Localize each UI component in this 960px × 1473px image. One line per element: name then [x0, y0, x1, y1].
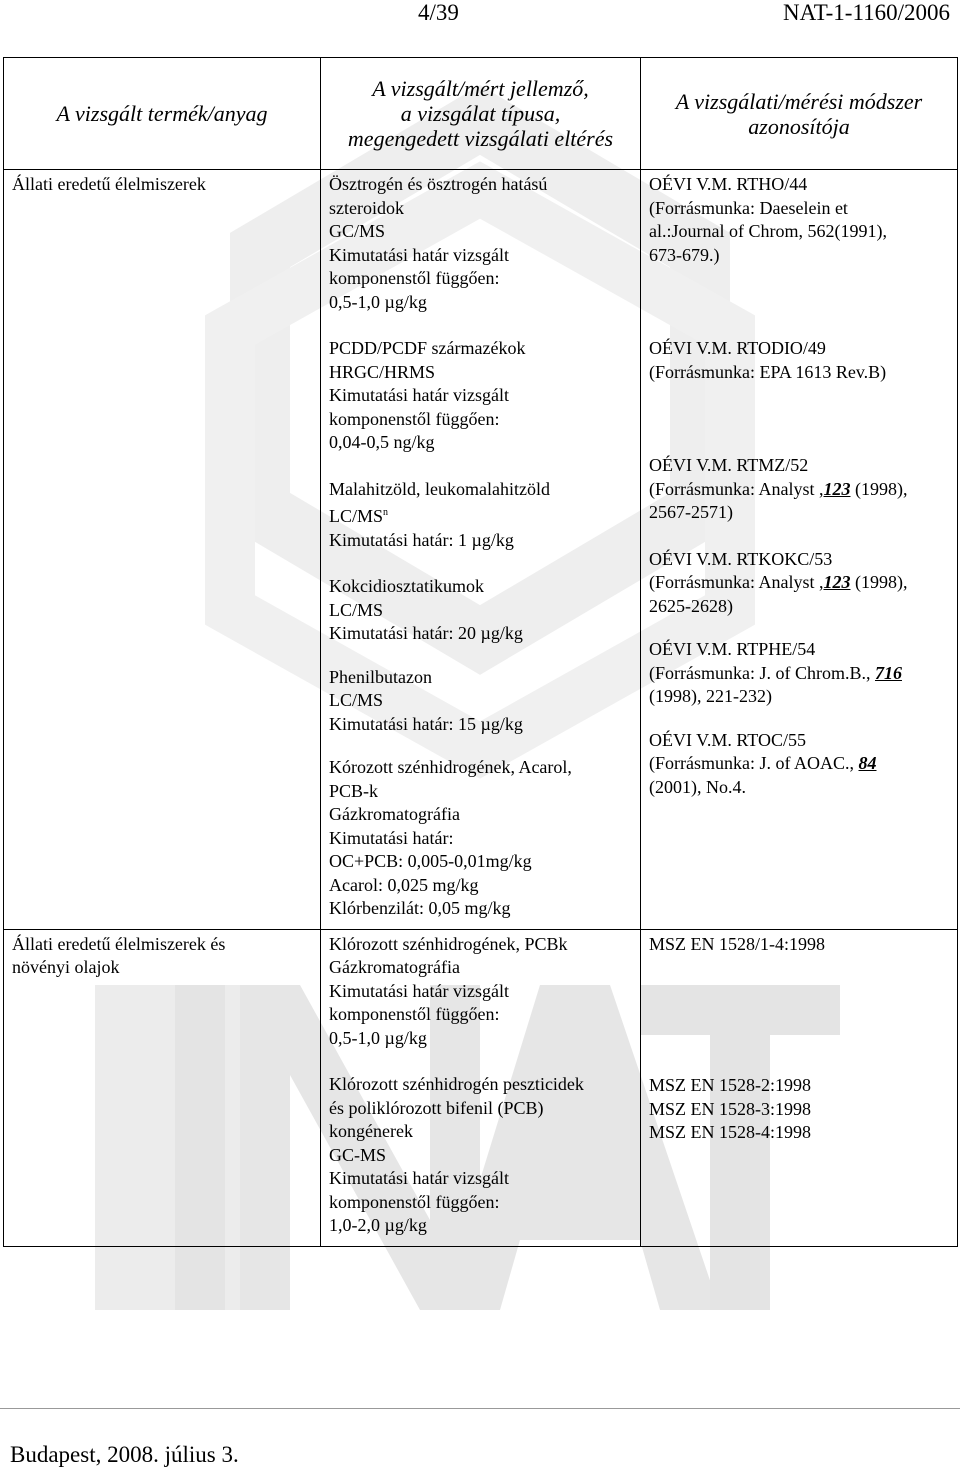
method-block: OÉVI V.M. RTMZ/52 (Forrásmunka: Analyst ,123 (1998), 2567-2571) [649, 455, 908, 522]
characteristic-cell [321, 170, 641, 930]
page-header [0, 0, 960, 28]
method-block: OÉVI V.M. RTHO/44 (Forrásmunka: Daeselein et al.:Journal of Chrom, 562(1991), 673-679.) [649, 174, 887, 265]
method-block: MSZ EN 1528-2:1998 MSZ EN 1528-3:1998 MSZ EN 1528-4:1998 [649, 1075, 811, 1142]
method-block: OÉVI V.M. RTODIO/49 (Forrásmunka: EPA 1613 Rev.B) [649, 338, 887, 382]
document-id: NAT-1-1160/2006 [783, 0, 950, 25]
characteristic-block: Klórozott szénhidrogének, PCBk Gázkromatográfia Kimutatási határ vizsgált komponenstől függően: 0,5-1,0 µg/kg [329, 933, 568, 1048]
footer-divider [0, 1408, 960, 1409]
method-cell [641, 929, 958, 1246]
product-name: növényi olajok [12, 957, 120, 977]
characteristic-block: Phenilbutazon LC/MS Kimutatási határ: 15 µg/kg [329, 666, 523, 734]
col-header-characteristic: A vizsgált/mért jellemző, a vizsgálat típusa, megengedett vizsgálati eltérés [321, 58, 641, 170]
characteristic-block: Kórozott szénhidrogének, Acarol, PCB-k Gázkromatográfia Kimutatási határ: OC+PCB: 0,005-0,01mg/kg Acarol: 0,025 mg/kg Klórbenzilát: 0,05 mg/kg [329, 757, 572, 918]
method-cell [641, 170, 958, 930]
accreditation-table [3, 57, 958, 1247]
col-header-method: A vizsgálati/mérési módszer azonosítója [641, 58, 958, 170]
characteristic-block: Ösztrogén és ösztrogén hatású szteroidok GC/MS Kimutatási határ vizsgált komponenstől függően: 0,5-1,0 µg/kg [329, 174, 548, 312]
product-name: Állati eredetű élelmiszerek [12, 174, 206, 194]
method-block: MSZ EN 1528/1-4:1998 [649, 933, 826, 954]
product-cell [4, 170, 321, 930]
col-header-product: A vizsgált termék/anyag [4, 58, 321, 170]
characteristic-block: Klórozott szénhidrogén peszticidek és poliklórozott bifenil (PCB) kongénerek GC-MS Kimutatási határ vizsgált komponenstől függően: 1,0-2,0 µg/kg [329, 1074, 584, 1235]
method-block: OÉVI V.M. RTKOKC/53 (Forrásmunka: Analyst ,123 (1998), 2625-2628) [649, 548, 908, 616]
characteristic-cell [321, 929, 641, 1246]
footer-place-date: Budapest, 2008. július 3. [10, 1442, 239, 1467]
table-row [4, 170, 958, 930]
product-cell [4, 929, 321, 1246]
characteristic-block: Kokcidiosztatikumok LC/MS Kimutatási határ: 20 µg/kg [329, 576, 523, 643]
method-block: OÉVI V.M. RTPHE/54 (Forrásmunka: J. of Chrom.B., 716 (1998), 221-232) [649, 639, 902, 706]
product-name: Állati eredetű élelmiszerek és [12, 933, 226, 954]
characteristic-block: PCDD/PCDF származékok HRGC/HRMS Kimutatási határ vizsgált komponenstől függően: 0,04-0,5 ng/kg [329, 338, 526, 452]
page-number: 4/39 [418, 0, 459, 25]
table-header-row [4, 58, 958, 170]
table-row [4, 929, 958, 1246]
characteristic-block: Malahitzöld, leukomalahitzöld $LC/MS^n$ Kimutatási határ: 1 µg/kg [329, 478, 550, 550]
method-block: OÉVI V.M. RTOC/55 (Forrásmunka: J. of AOAC., 84 (2001), No.4. [649, 729, 877, 797]
